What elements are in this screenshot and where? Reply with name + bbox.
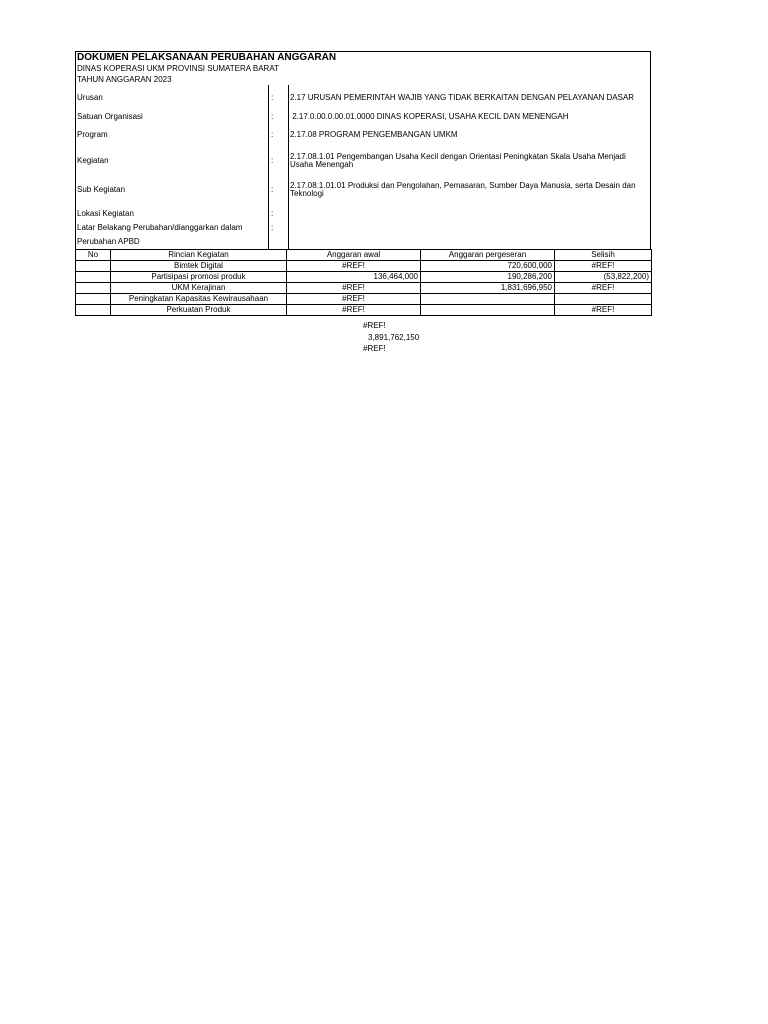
cell-awal: #REF! [287, 283, 421, 294]
cell-selisih: #REF! [555, 305, 652, 316]
totals-block [363, 320, 419, 355]
cell-no [76, 305, 111, 316]
info-colon: : [269, 122, 289, 148]
info-table [76, 85, 650, 249]
cell-rincian: Peningkatan Kapasitas Kewirausahaan [111, 294, 287, 305]
info-value: 2.17.08 PROGRAM PENGEMBANGAN UMKM [290, 130, 458, 139]
info-label: Perubahan APBD [77, 237, 140, 246]
cell-rincian: Bimtek Digital [111, 261, 287, 272]
col-header-rincian: Rincian Kegiatan [111, 250, 287, 261]
agency-name: DINAS KOPERASI UKM PROVINSI SUMATERA BARAT [77, 64, 279, 73]
cell-selisih [555, 294, 652, 305]
cell-awal: #REF! [287, 294, 421, 305]
info-label: Lokasi Kegiatan [77, 209, 134, 218]
info-value: 2.17 URUSAN PEMERINTAH WAJIB YANG TIDAK BERKAITAN DENGAN PELAYANAN DASAR [290, 93, 635, 102]
info-label: Latar Belakang Perubahan/dianggarkan dalam [77, 223, 243, 232]
info-row-perubahan [76, 235, 650, 249]
cell-rincian: Perkuatan Produk [111, 305, 287, 316]
info-value [289, 221, 651, 235]
total-anggaran-awal: #REF! [363, 321, 386, 330]
info-row-program [76, 122, 650, 148]
info-value: 2.17.08.1.01 Pengembangan Usaha Kecil dengan Orientasi Peningkatan Skala Usaha Menjadi Usaha Menengah [290, 151, 626, 169]
info-value: 2.17.08.1.01.01 Produksi dan Pengolahan, Pemasaran, Sumber Daya Manusia, serta Desain dan Teknologi [290, 181, 636, 198]
info-colon: : [269, 85, 289, 111]
document-title: DOKUMEN PELAKSANAAN PERUBAHAN ANGGARAN [77, 52, 337, 63]
info-row-kegiatan [76, 148, 650, 173]
cell-pergeseran: 1,831,696,950 [421, 283, 555, 294]
info-row-sub-kegiatan [76, 173, 650, 207]
col-header-selisih: Selisih [555, 250, 652, 261]
fiscal-year: TAHUN ANGGARAN 2023 [77, 75, 172, 84]
info-row-satuan [76, 111, 650, 122]
info-row-urusan [76, 85, 650, 111]
cell-selisih: #REF! [555, 261, 652, 272]
info-row-lokasi [76, 207, 650, 221]
cell-awal: #REF! [287, 305, 421, 316]
info-label: Kegiatan [77, 155, 109, 165]
table-row [76, 272, 652, 283]
cell-selisih: (53,822,200) [555, 272, 652, 283]
total-anggaran-pergeseran: 3,891,762,150 [368, 332, 420, 342]
cell-no [76, 272, 111, 283]
cell-no [76, 294, 111, 305]
cell-awal: 136,464,000 [287, 272, 421, 283]
cell-pergeseran: 190,286,200 [421, 272, 555, 283]
info-colon: : [269, 221, 289, 235]
info-colon: : [269, 111, 289, 122]
info-value: 2.17.0.00.0.00.01.0000 DINAS KOPERASI, USAHA KECIL DAN MENENGAH [290, 111, 569, 121]
table-row [76, 261, 652, 272]
info-colon: : [269, 148, 289, 173]
cell-rincian: UKM Kerajinan [111, 283, 287, 294]
info-row-latar [76, 221, 650, 235]
info-label: Urusan [77, 93, 103, 102]
info-colon [269, 235, 289, 249]
col-header-anggaran-awal: Anggaran awal [287, 250, 421, 261]
budget-document [75, 51, 651, 316]
cell-awal: #REF! [287, 261, 421, 272]
cell-pergeseran [421, 305, 555, 316]
cell-rincian: Partisipasi promosi produk [111, 272, 287, 283]
info-label: Program [77, 130, 108, 139]
table-header-row [76, 250, 652, 261]
table-row [76, 294, 652, 305]
cell-pergeseran [421, 294, 555, 305]
cell-no [76, 261, 111, 272]
budget-table [75, 249, 652, 316]
info-label: Satuan Organisasi [77, 111, 143, 121]
document-header [75, 51, 651, 249]
table-row [76, 283, 652, 294]
cell-no [76, 283, 111, 294]
cell-pergeseran: 720,600,000 [421, 261, 555, 272]
col-header-no: No [76, 250, 111, 261]
info-value [289, 207, 651, 221]
table-row [76, 305, 652, 316]
col-header-anggaran-pergeseran: Anggaran pergeseran [421, 250, 555, 261]
info-value [289, 235, 651, 249]
cell-selisih: #REF! [555, 283, 652, 294]
total-selisih: #REF! [363, 344, 386, 353]
info-colon: : [269, 207, 289, 221]
info-colon: : [269, 173, 289, 207]
info-label: Sub Kegiatan [77, 185, 126, 194]
